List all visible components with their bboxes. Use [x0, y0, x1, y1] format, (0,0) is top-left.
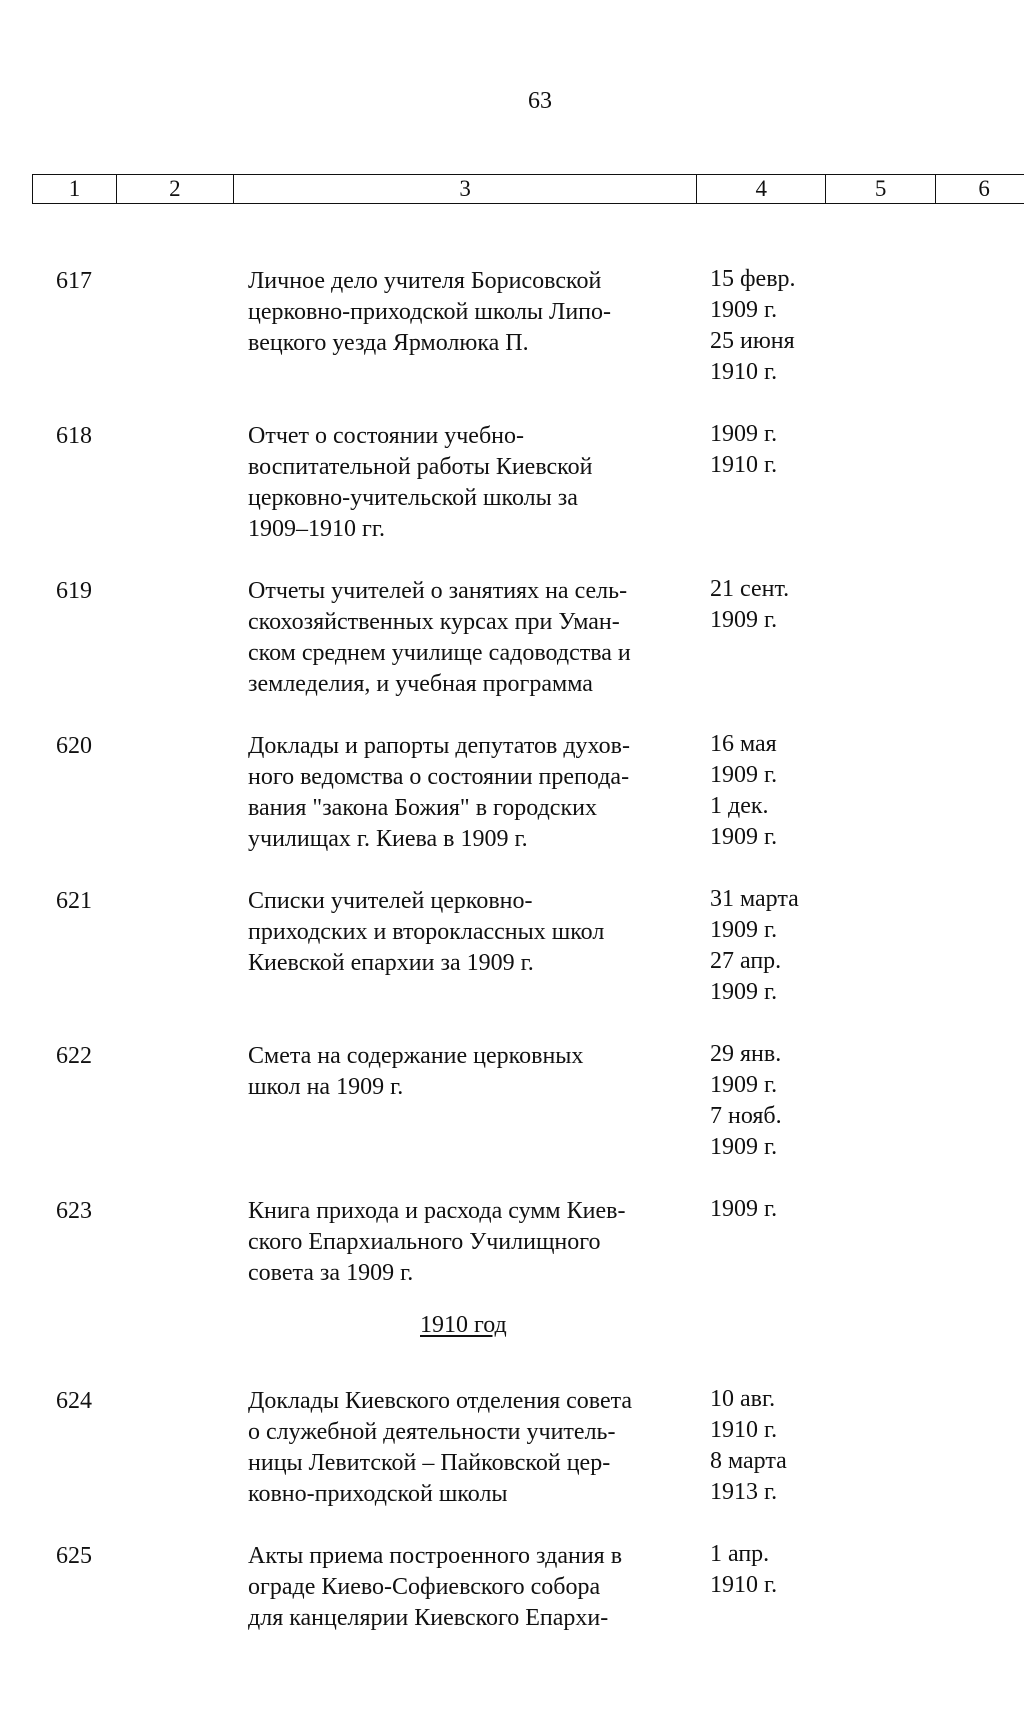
archive-entry-624: [0, 1382, 1024, 1537]
entry-dates: 1909 г. 1910 г.: [710, 421, 778, 478]
entry-title: Доклады Киевского отделения совета о служебной деятельности учитель- ницы Левитской – Пайковской цер- ковно-приходской школы: [248, 1388, 633, 1507]
archive-entry-622: [0, 1037, 1024, 1192]
entry-title: Книга прихода и расхода сумм Киев- ского Епархиального Училищного совета за 1909 г.: [248, 1198, 626, 1286]
column-header-6: 6: [978, 176, 990, 201]
archive-entry-618: [0, 417, 1024, 572]
column-header-2: 2: [117, 175, 234, 203]
entry-dates: 1909 г.: [710, 1196, 778, 1222]
entry-dates: 21 сент. 1909 г.: [710, 576, 790, 633]
archive-entry-623: [0, 1192, 1024, 1312]
column-header-1: 1: [33, 175, 117, 203]
entry-title: Списки учителей церковно- приходских и второклассных школ Киевской епархии за 1909 г.: [248, 888, 605, 976]
section-heading-year: [0, 1312, 1024, 1382]
section-heading-text: 1910 год: [420, 1312, 507, 1338]
entry-number: 623: [56, 1198, 92, 1224]
column-header-3: 3: [234, 175, 698, 203]
column-header-row: [32, 174, 1024, 204]
archive-entries: [0, 262, 1024, 1692]
archive-entry-617: [0, 262, 1024, 417]
entry-title: Доклады и рапорты депутатов духов- ного ведомства о состоянии препода- вания "закона Божия" в городских училищах г. Киева в 1909 г.: [248, 733, 630, 852]
archive-entry-619: [0, 572, 1024, 727]
entry-dates: 1 апр. 1910 г.: [710, 1541, 778, 1598]
entry-title: Смета на содержание церковных школ на 1909 г.: [248, 1043, 584, 1100]
entry-number: 625: [56, 1543, 92, 1569]
entry-title: Отчеты учителей о занятиях на сель- скохозяйственных курсах при Уман- ском среднем училище садоводства и земледелия, и учебная программа: [248, 578, 631, 697]
archive-entry-620: [0, 727, 1024, 882]
entry-number: 622: [56, 1043, 92, 1069]
entry-dates: 31 марта 1909 г. 27 апр. 1909 г.: [710, 886, 799, 1005]
entry-number: 621: [56, 888, 92, 914]
column-header-4: 4: [697, 175, 826, 203]
column-header-5: 5: [826, 175, 936, 203]
entry-number: 619: [56, 578, 92, 604]
archive-entry-621: [0, 882, 1024, 1037]
entry-number: 617: [56, 268, 92, 294]
entry-dates: 16 мая 1909 г. 1 дек. 1909 г.: [710, 731, 778, 850]
entry-number: 618: [56, 423, 92, 449]
entry-number: 624: [56, 1388, 92, 1414]
page-number: 63: [528, 88, 552, 114]
entry-dates: 15 февр. 1909 г. 25 июня 1910 г.: [710, 266, 796, 385]
entry-title: Личное дело учителя Борисовской церковно-приходской школы Липо- вецкого уезда Ярмолюка П.: [248, 268, 611, 356]
entry-title: Отчет о состоянии учебно- воспитательной работы Киевской церковно-учительской школы за 1909–1910 гг.: [248, 423, 593, 542]
entry-dates: 10 авг. 1910 г. 8 марта 1913 г.: [710, 1386, 787, 1505]
entry-dates: 29 янв. 1909 г. 7 нояб. 1909 г.: [710, 1041, 782, 1160]
archive-entry-625: [0, 1537, 1024, 1692]
entry-title: Акты приема построенного здания в ограде Киево-Софиевского собора для канцелярии Киевского Епархи-: [248, 1543, 623, 1631]
entry-number: 620: [56, 733, 92, 759]
